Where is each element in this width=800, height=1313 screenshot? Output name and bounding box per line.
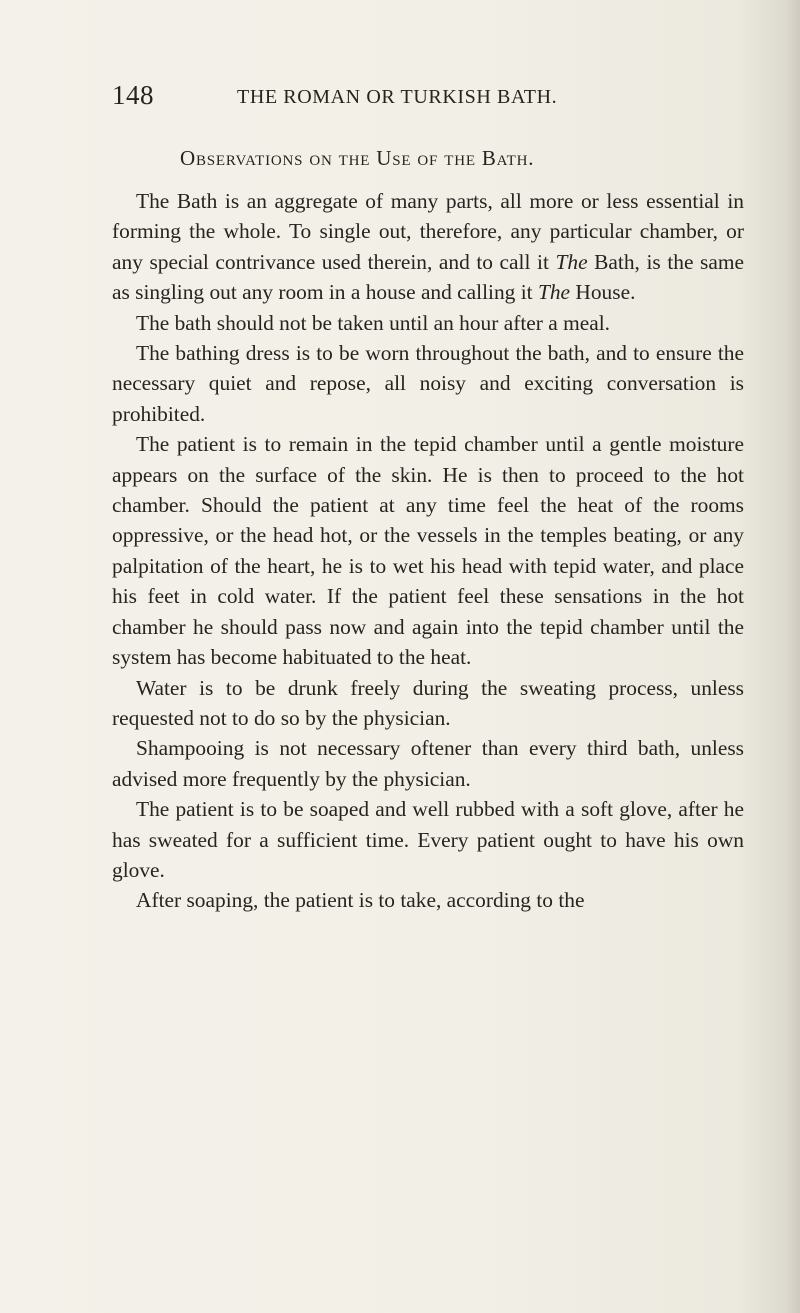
paragraph-1: The Bath is an aggregate of many parts, all more or less essential in forming the whole. To single out, therefore, any particular chamber, or any special contrivance used therein, and to call it The Bath, is the same as singling out any room in a house and calling it The House. (112, 189, 744, 305)
body-text (112, 186, 744, 916)
page-number: 148 (112, 80, 154, 110)
paragraph-3: The bathing dress is to be worn throughout the bath, and to ensure the necessary quiet and repose, all noisy and exciting conversation is prohibited. (112, 341, 744, 426)
paragraph-8: After soaping, the patient is to take, according to the (136, 888, 585, 913)
paragraph-7: The patient is to be soaped and well rubbed with a soft glove, after he has sweated for a sufficient time. Every patient ought to have his own glove. (112, 797, 744, 882)
paragraph-5: Water is to be drunk freely during the sweating process, unless requested not to do so by the physician. (112, 675, 744, 730)
paragraph-6: Shampooing is not necessary oftener than every third bath, unless advised more frequently by the physician. (112, 736, 744, 791)
paragraph-4: The patient is to remain in the tepid chamber until a gentle moisture appears on the surface of the skin. He is then to proceed to the hot chamber. Should the patient at any time feel the heat of the rooms oppressive, or the head hot, or the vessels in the temples beating, or any palpitation of the heart, he is to wet his head with tepid water, and place his feet in cold water. If the patient feel these sensations in the hot chamber he should pass now and again into the tepid chamber until the system has become habituated to the heat. (112, 432, 744, 670)
italic-the-2: The (537, 280, 571, 305)
running-head: THE ROMAN OR TURKISH BATH. (237, 86, 558, 108)
page-edge-shadow (786, 0, 800, 1313)
section-title: Observations on the Use of the Bath. (180, 146, 535, 170)
italic-the-1: The (555, 249, 588, 274)
page-header (112, 80, 752, 120)
paragraph-2: The bath should not be taken until an hour after a meal. (136, 310, 611, 335)
